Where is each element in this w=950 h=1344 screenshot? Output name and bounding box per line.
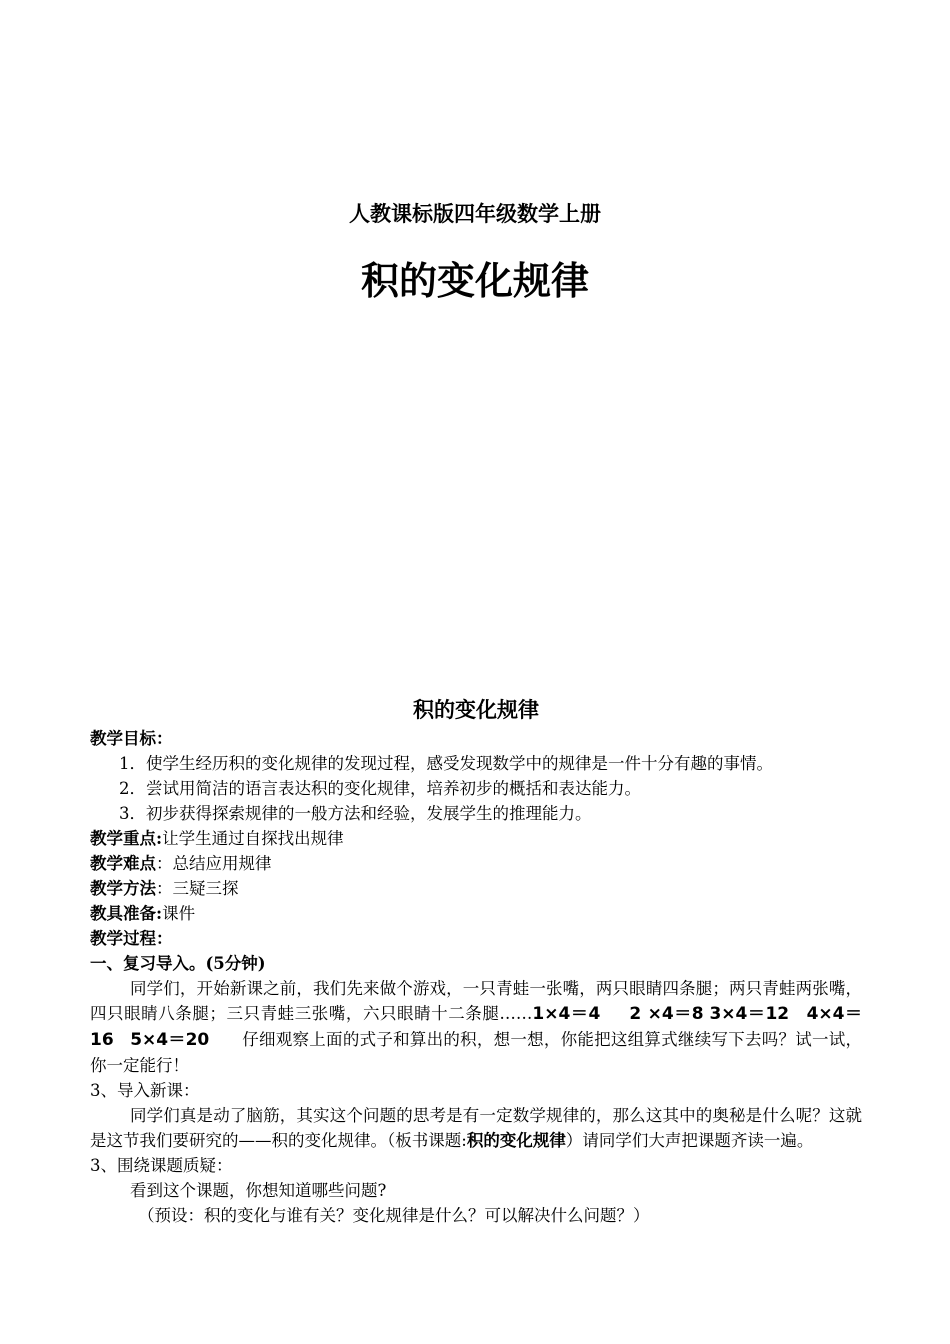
method-label: 教学方法 [90,879,156,898]
method-text: ：三疑三探 [156,879,239,898]
objective-item-3: 3．初步获得探索规律的一般方法和经验，发展学生的推理能力。 [119,804,592,823]
key-point-label: 教学重点: [90,829,163,848]
section2-text-end: ）请同学们大声把课题齐读一遍。 [565,1131,814,1150]
equation-3: 3×4＝12 [709,1004,790,1024]
section2-paragraph [90,1103,862,1153]
equation-1: 1×4＝4 [532,1004,601,1024]
section3-heading: 3、围绕课题质疑： [90,1156,233,1175]
section3-question: 看到这个课题，你想知道哪些问题? [130,1181,387,1200]
section2-heading: 3、导入新课： [90,1081,200,1100]
cover-subtitle: 人教课标版四年级数学上册 [349,201,601,226]
board-title: 积的变化规律 [466,1131,566,1150]
difficulty-label: 教学难点 [90,854,156,873]
method-row [90,876,862,901]
tools-row [90,901,862,926]
difficulty-row [90,851,862,876]
difficulty-text: ：总结应用规律 [156,854,272,873]
key-point-text: 让学生通过自探找出规律 [162,829,344,848]
document-title: 积的变化规律 [413,697,539,722]
key-point-row [90,826,862,851]
section1-text-end: 仔细观察上面的式子和算出的积，想一想，你能把这组算式继续写下去吗？试一试，你一定能行！ [90,1030,862,1075]
section1-text-start: 同学们，开始新课之前，我们先来做个游戏，一只青蛙一张嘴，两只眼睛四条腿；两只青蛙两张嘴，四只眼睛八条腿；三只青蛙三张嘴，六只眼睛十二条腿…… [90,979,862,1023]
objective-item-1: 1．使学生经历积的变化规律的发现过程，感受发现数学中的规律是一件十分有趣的事情。 [119,754,773,773]
process-heading: 教学过程： [90,929,173,948]
lesson-plan-body [90,694,862,1228]
tools-text: 课件 [162,904,196,923]
section1-heading: 一、复习导入。(5分钟) [90,954,266,973]
equation-4: 4×4＝16 [90,1004,863,1050]
equation-5: 5×4＝20 [130,1030,210,1050]
section2-text-start: 同学们真是动了脑筋，其实这个问题的思考是有一定数学规律的，那么这其中的奥秘是什么呢？这就是这节我们要研究的——积的变化规律。（板书课题: [90,1106,862,1150]
section3-preset: （预设：积的变化与谁有关？变化规律是什么？可以解决什么问题？） [138,1206,650,1225]
cover-title: 积的变化规律 [360,258,589,303]
tools-label: 教具准备: [90,904,163,923]
equation-2: 2 ×4＝8 [629,1004,704,1024]
objective-item-2: 2．尝试用简洁的语言表达积的变化规律，培养初步的概括和表达能力。 [119,779,641,798]
section1-paragraph [90,976,862,1078]
objectives-heading: 教学目标： [90,729,173,748]
